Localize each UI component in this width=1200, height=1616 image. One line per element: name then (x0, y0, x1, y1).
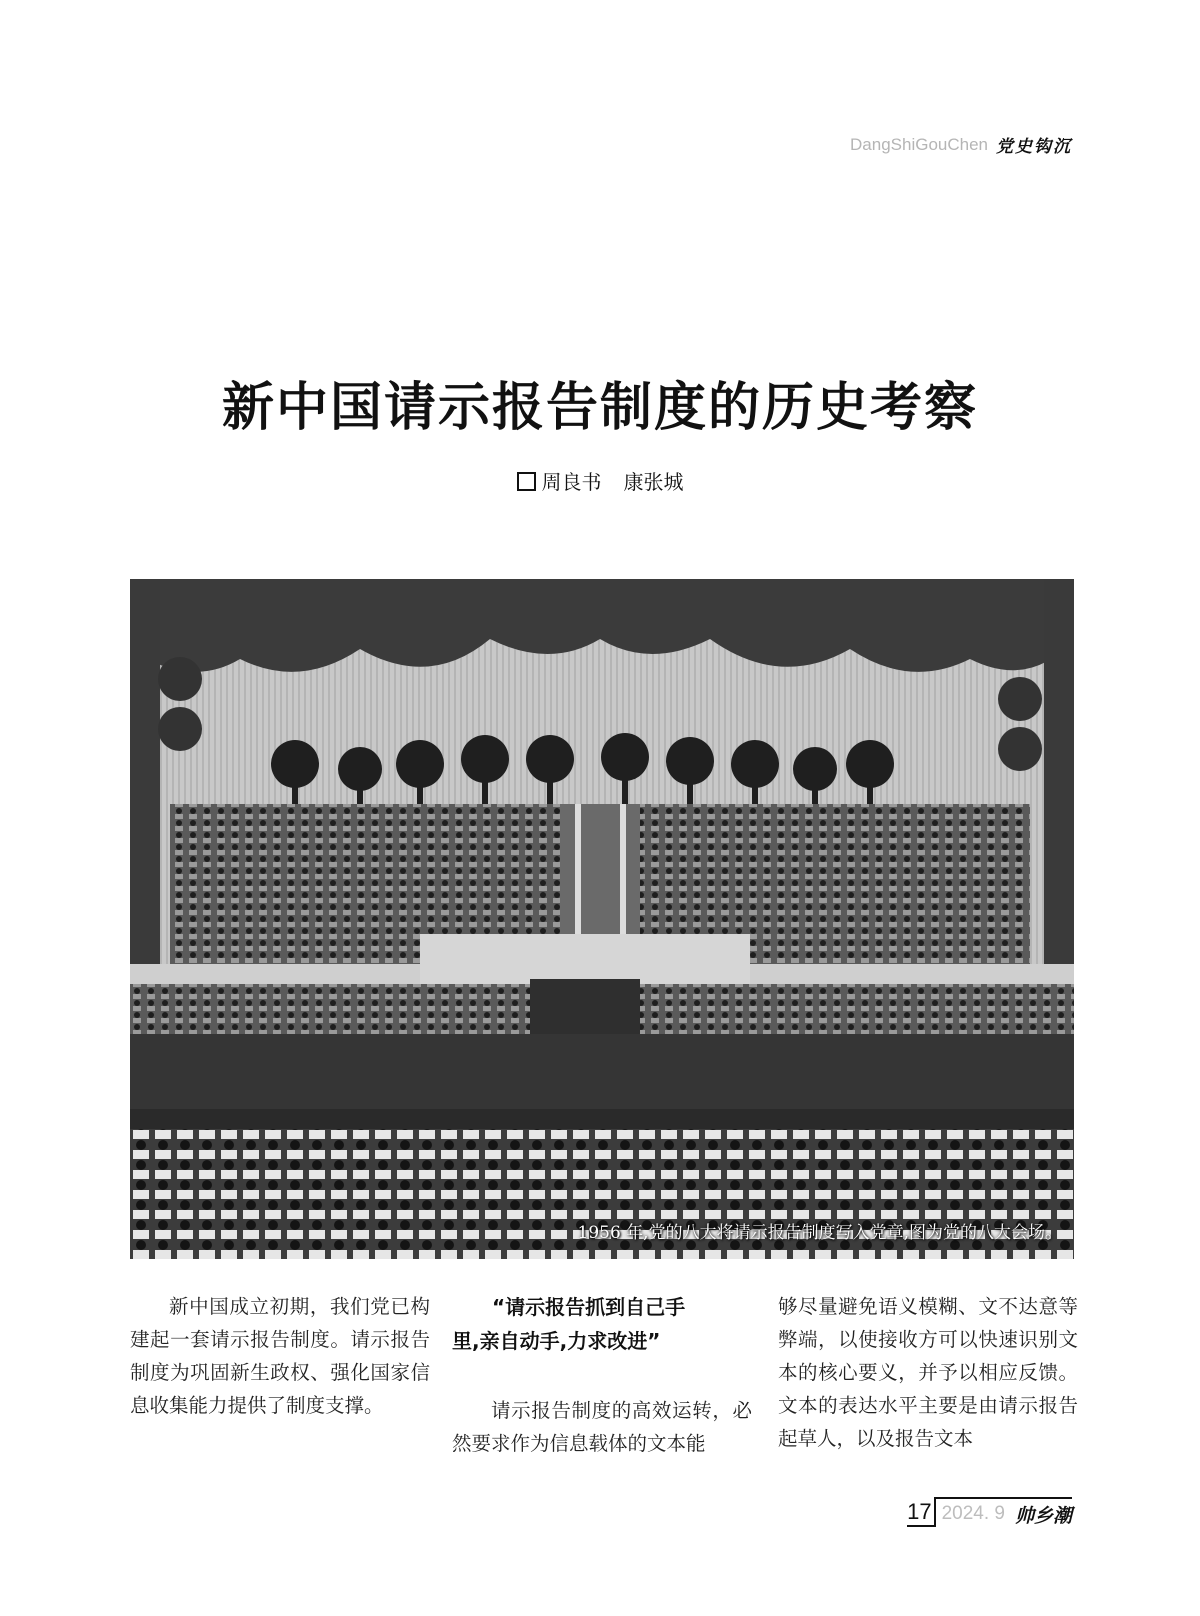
body-column-2 (452, 1290, 752, 1460)
photo-caption: 1956 年,党的八大将请示报告制度写入党章,图为党的八大会场。 (577, 1223, 1062, 1243)
magazine-logo: 帅乡潮 (1014, 1504, 1072, 1527)
byline (0, 466, 1200, 495)
paragraph: 请示报告制度的高效运转，必然要求作为信息载体的文本能 (452, 1399, 752, 1455)
section-subheading: “请示报告抓到自己手 里,亲自动手,力求改进” (452, 1295, 686, 1353)
paragraph: 新中国成立初期，我们党已构建起一套请示报告制度。请示报告制度为巩固新生政权、强化国家信息收集能力提供了制度支撑。 (130, 1295, 430, 1417)
column-name: 党史钩沉 (996, 132, 1072, 157)
congress-hall-photo (130, 579, 1074, 1259)
issue-box (934, 1497, 1072, 1527)
hall-illustration (130, 579, 1074, 1259)
author-2: 康张城 (623, 470, 684, 494)
byline-square-icon (517, 472, 536, 491)
body-column-3 (778, 1290, 1078, 1455)
running-header (850, 132, 1072, 157)
page-footer (907, 1497, 1072, 1527)
author-1: 周良书 (541, 470, 602, 494)
column-pinyin: DangShiGouChen (850, 134, 988, 154)
page-number: 17 (907, 1499, 933, 1527)
paragraph: 够尽量避免语义模糊、文不达意等弊端，以使接收方可以快速识别文本的核心要义，并予以相应反馈。文本的表达水平主要是由请示报告起草人，以及报告文本 (778, 1295, 1078, 1450)
issue-date: 2024. 9 (941, 1503, 1005, 1524)
body-column-1 (130, 1290, 430, 1422)
article-title: 新中国请示报告制度的历史考察 (221, 377, 978, 438)
